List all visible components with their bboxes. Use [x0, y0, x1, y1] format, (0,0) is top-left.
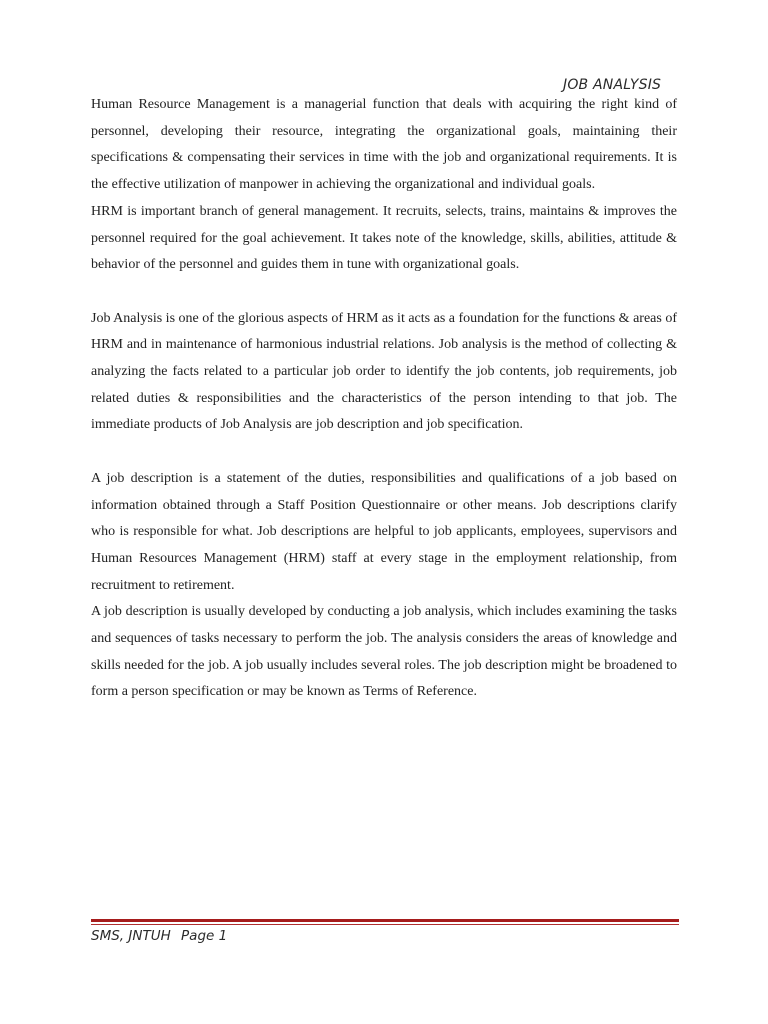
paragraph-job-description-development: A job description is usually developed by conducting a job analysis, which includes examining the tasks and sequences of tasks necessary to perform the job. The analysis considers the areas of knowledge and skills needed for the job. A job usually includes several roles. The job description might be broadened to form a person specification or may be known as Terms of Reference. [91, 604, 677, 700]
footer-rule-thin [91, 924, 679, 925]
body-text [91, 92, 677, 706]
running-header-title: JOB ANALYSIS [563, 77, 662, 93]
footer-page-number: Page 1 [181, 928, 228, 944]
paragraph-hrm-branch: HRM is important branch of general management. It recruits, selects, trains, maintains & improves the personnel required for the goal achievement. It takes note of the knowledge, skills, abilities, attitude & behavior of the personnel and guides them in tune with organizational goals. [91, 203, 677, 273]
paragraph-job-description: A job description is a statement of the duties, responsibilities and qualifications of a job based on information obtained through a Staff Position Questionnaire or other means. Job descriptions clarify who is responsible for what. Job descriptions are helpful to job applicants, employees, supervisors and Human Resources Management (HRM) staff at every stage in the employment relationship, from recruitment to retirement. [91, 470, 677, 593]
page-footer [91, 928, 227, 944]
footer-org: SMS, JNTUH [91, 928, 171, 944]
footer-rule-thick [91, 919, 679, 922]
paragraph-job-analysis: Job Analysis is one of the glorious aspects of HRM as it acts as a foundation for the functions & areas of HRM and in maintenance of harmonious industrial relations. Job analysis is the method of collecting & analyzing the facts related to a particular job order to identify the job contents, job requirements, job related duties & responsibilities and the characteristics of the person intending to that job. The immediate products of Job Analysis are job description and job specification. [91, 310, 677, 433]
paragraph-hrm-definition: Human Resource Management is a managerial function that deals with acquiring the right kind of personnel, developing their resource, integrating the organizational goals, maintaining their specifications & compensating their services in time with the job and organizational requirements. It is the effective utilization of manpower in achieving the organizational and individual goals. [91, 97, 677, 193]
